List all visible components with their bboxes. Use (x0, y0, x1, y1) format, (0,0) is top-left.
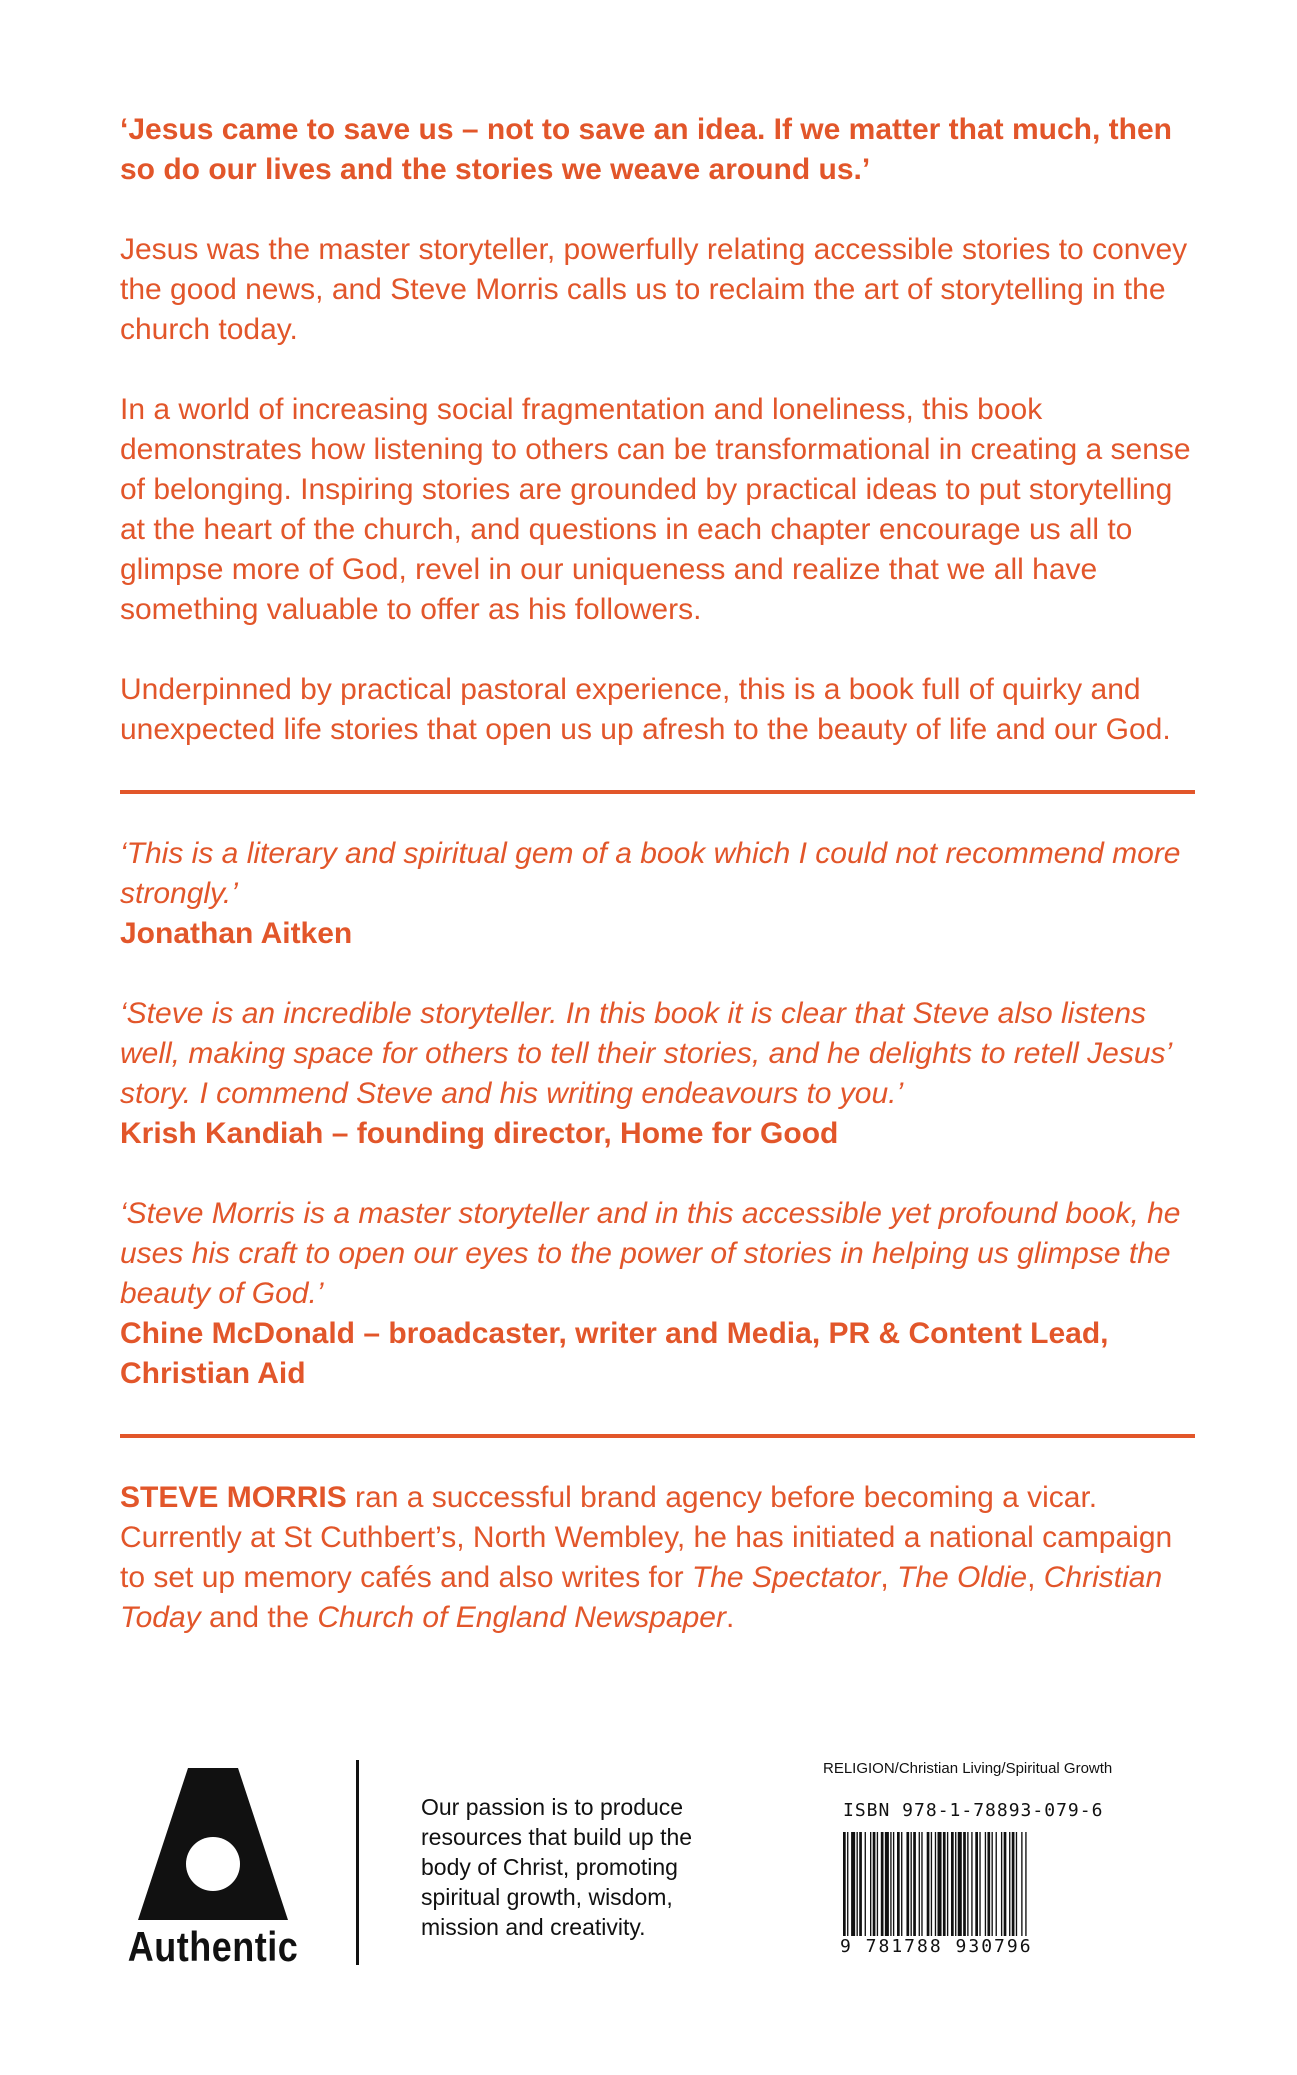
book-category: RELIGION/Christian Living/Spiritual Growth (823, 1760, 1113, 1777)
cover-footer (0, 1760, 1297, 2000)
blurb-paragraph-1: Jesus was the master storyteller, powerfully relating accessible stories to convey the good news, and Steve Morris calls us to reclaim the art of storytelling in the church today. (120, 233, 1188, 346)
bio-separator: , (1027, 1561, 1044, 1594)
bio-text: . (725, 1601, 735, 1634)
endorsement-author: Chine McDonald – broadcaster, writer and Media, PR & Content Lead, Christian Aid (120, 1317, 1109, 1390)
lead-quote: ‘Jesus came to save us – not to save an idea. If we matter that much, then so do our lives and the stories we weave around us.’ (120, 113, 1173, 186)
bio-separator: , (880, 1561, 898, 1594)
publication-title: The Spectator (691, 1561, 881, 1594)
divider-rule (120, 790, 1195, 794)
isbn-label: ISBN 978-1-78893-079-6 (843, 1800, 1104, 1821)
author-bio (120, 1478, 1195, 1638)
authentic-a-logo-icon (118, 1760, 308, 1930)
endorsement (120, 1194, 1195, 1394)
publisher-name: Authentic (127, 1922, 299, 1970)
endorsement-quote: ‘This is a literary and spiritual gem of a book which I could not recommend more strongly.’ (120, 837, 1181, 910)
publisher-mission: Our passion is to produce resources that build up the body of Christ, promoting spiritual growth, wisdom, mission and creativity. (421, 1794, 693, 1940)
isbn-barcode-icon (843, 1832, 1093, 1952)
endorsement-quote: ‘Steve is an incredible storyteller. In this book it is clear that Steve also listens well, making space for others to tell their stories, and he delights to retell Jesus’ story. I commend Steve and his writing endeavours to you.’ (120, 997, 1171, 1110)
publication-title: Christian Today (120, 1561, 1163, 1634)
publication-title: The Oldie (897, 1561, 1028, 1594)
publisher-logo (118, 1760, 308, 1970)
endorsement-author: Krish Kandiah – founding director, Home for Good (120, 1117, 839, 1150)
barcode-digits: 9 781788 930796 (840, 1936, 1033, 1957)
endorsement (120, 834, 1195, 954)
publication-title: Church of England Newspaper (317, 1601, 726, 1634)
bio-text: and the (200, 1601, 318, 1634)
bio-text: ran a successful brand agency before becoming a vicar. Currently at St Cuthbert’s, North Wembley, he has initiated a national campaign to set up memory cafés and also writes for (120, 1481, 1173, 1594)
back-cover-content (120, 110, 1195, 1638)
author-name: STEVE MORRIS (120, 1481, 347, 1514)
endorsement (120, 994, 1195, 1154)
endorsement-quote: ‘Steve Morris is a master storyteller and in this accessible yet profound book, he uses his craft to open our eyes to the power of stories in helping us glimpse the beauty of God.’ (120, 1197, 1181, 1310)
footer-divider (356, 1760, 359, 1965)
blurb-paragraph-2: In a world of increasing social fragmentation and loneliness, this book demonstrates how listening to others can be transformational in creating a sense of belonging. Inspiring stories are grounded by practical ideas to put storytelling at the heart of the church, and questions in each chapter encourage us all to glimpse more of God, revel in our uniqueness and realize that we all have something valuable to offer as his followers. (120, 393, 1191, 626)
blurb-paragraph-3: Underpinned by practical pastoral experience, this is a book full of quirky and unexpected life stories that open us up afresh to the beauty of life and our God. (120, 673, 1171, 746)
divider-rule (120, 1434, 1195, 1438)
endorsement-author: Jonathan Aitken (120, 917, 353, 950)
